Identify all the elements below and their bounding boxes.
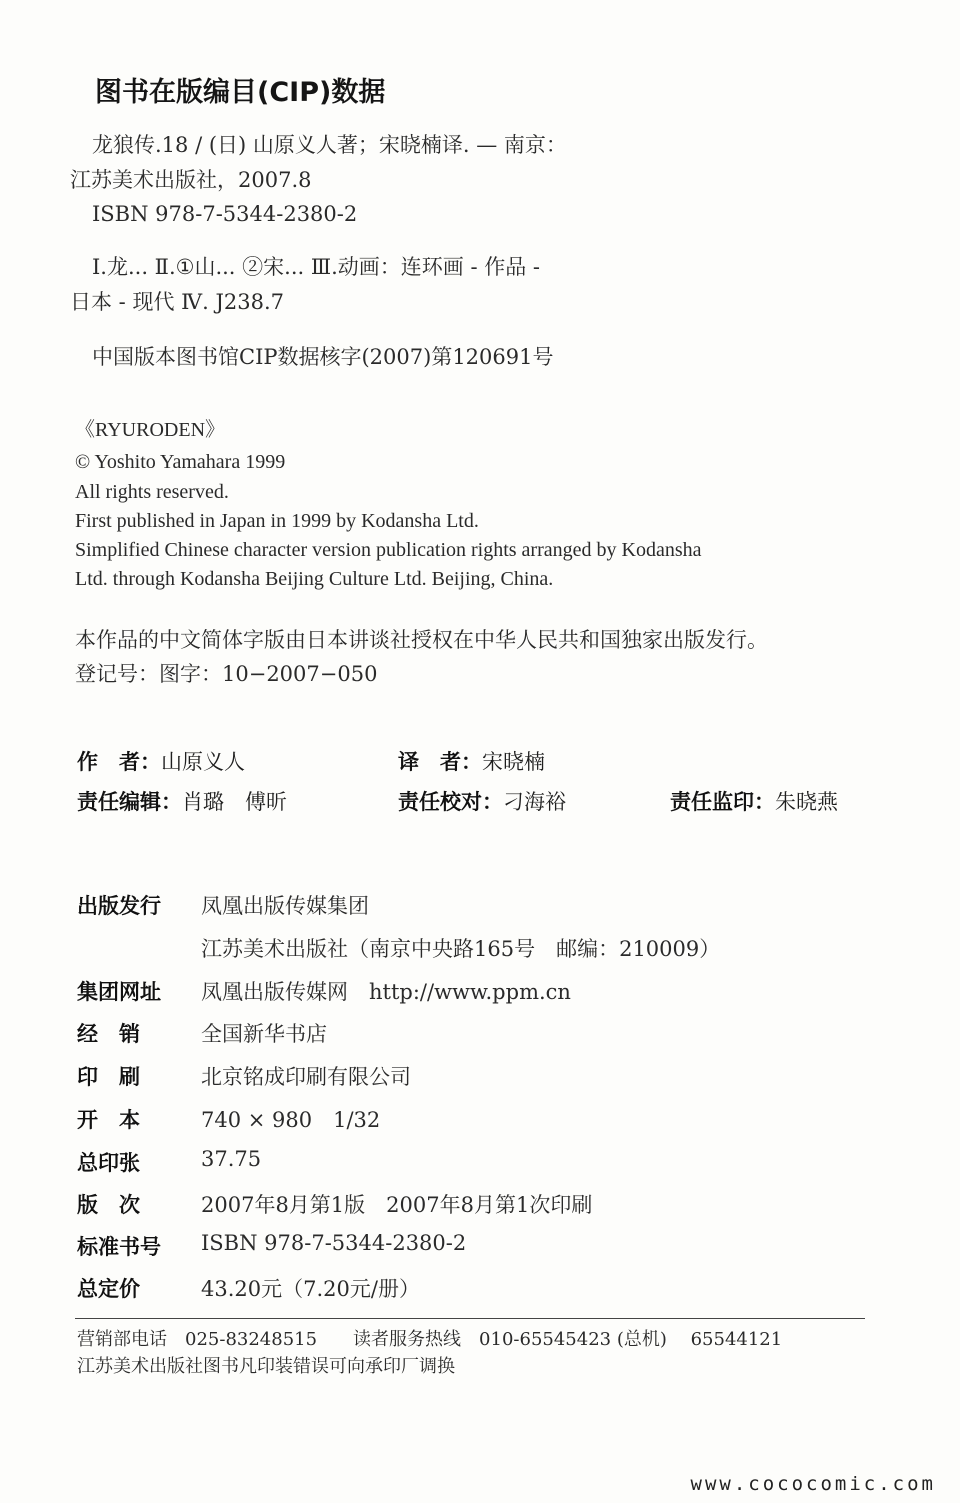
author-name: 山原义人 [161,750,245,774]
price-label: 总定价 [77,1277,140,1301]
isbn-label: 标准书号 [77,1235,161,1259]
rights-arranged-cont: Ltd. through Kodansha Beijing Culture Ltd. Beijing, China. [75,568,554,590]
printer-value: 北京铭成印刷有限公司 [201,1065,411,1089]
printing-supervisor-name: 朱晓燕 [775,790,838,814]
original-title: 《RYURODEN》 [75,419,226,441]
misprint-notice: 江苏美术出版社图书凡印装错误可向承印厂调换 [77,1356,455,1377]
translator-label: 译 者： [398,750,482,774]
format-value: 740 × 980 1/32 [201,1108,381,1132]
registration-number: 登记号：图字：10−2007−050 [75,662,378,686]
editor-row [77,788,287,816]
proofreader-name: 刁海裕 [503,790,566,814]
publisher-value: 凤凰出版传媒集团 [201,894,369,918]
printing-supervisor-row [670,788,838,816]
printing-supervisor-label: 责任监印： [670,790,775,814]
publisher-address: 江苏美术出版社（南京中央路165号 邮编：210009） [201,937,721,961]
edition-value: 2007年8月第1版 2007年8月第1次印刷 [201,1193,593,1217]
translator-name: 宋晓楠 [482,750,545,774]
license-statement: 本作品的中文简体字版由日本讲谈社授权在中华人民共和国独家出版发行。 [75,628,768,652]
publisher-label: 出版发行 [77,894,161,918]
proofreader-row [398,788,566,816]
cip-line: 江苏美术出版社，2007.8 [70,168,312,192]
distributor-value: 全国新华书店 [201,1022,327,1046]
editor-names: 肖璐 傅昕 [182,790,287,814]
cip-line: 日本 - 现代 Ⅳ. J238.7 [70,290,284,314]
translator-row [398,748,545,776]
edition-label: 版 次 [77,1193,140,1217]
cip-line: 龙狼传.18 / (日) 山原义人著；宋晓楠译. — 南京： [92,133,567,157]
website-value: 凤凰出版传媒网 http://www.ppm.cn [201,980,571,1004]
total-sheets-value: 37.75 [201,1147,262,1171]
site-watermark: www.cococomic.com [690,1473,936,1495]
cip-title: 图书在版编目(CIP)数据 [95,77,386,108]
distributor-label: 经 销 [77,1022,140,1046]
rights-reserved: All rights reserved. [75,481,229,503]
footer-divider [75,1318,865,1319]
author-row [77,748,245,776]
author-label: 作 者： [77,750,161,774]
cip-verification: 中国版本图书馆CIP数据核字(2007)第120691号 [92,345,554,369]
contact-phones: 营销部电话 025-83248515 读者服务热线 010-65545423 (总机) 65544121 [77,1329,783,1350]
rights-arranged: Simplified Chinese character version publication rights arranged by Kodansha [75,539,702,561]
cip-line: Ⅰ.龙... Ⅱ.①山... ②宋... Ⅲ.动画：连环画 - 作品 - [92,255,540,279]
cip-line: ISBN 978-7-5344-2380-2 [92,202,358,226]
format-label: 开 本 [77,1108,140,1132]
isbn-value: ISBN 978-7-5344-2380-2 [201,1231,467,1255]
first-published: First published in Japan in 1999 by Kodansha Ltd. [75,510,479,532]
price-value: 43.20元（7.20元/册） [201,1277,420,1301]
copyright-holder: © Yoshito Yamahara 1999 [75,451,286,473]
editor-label: 责任编辑： [77,790,182,814]
total-sheets-label: 总印张 [77,1151,140,1175]
printer-label: 印 刷 [77,1065,140,1089]
website-label: 集团网址 [77,980,161,1004]
proofreader-label: 责任校对： [398,790,503,814]
